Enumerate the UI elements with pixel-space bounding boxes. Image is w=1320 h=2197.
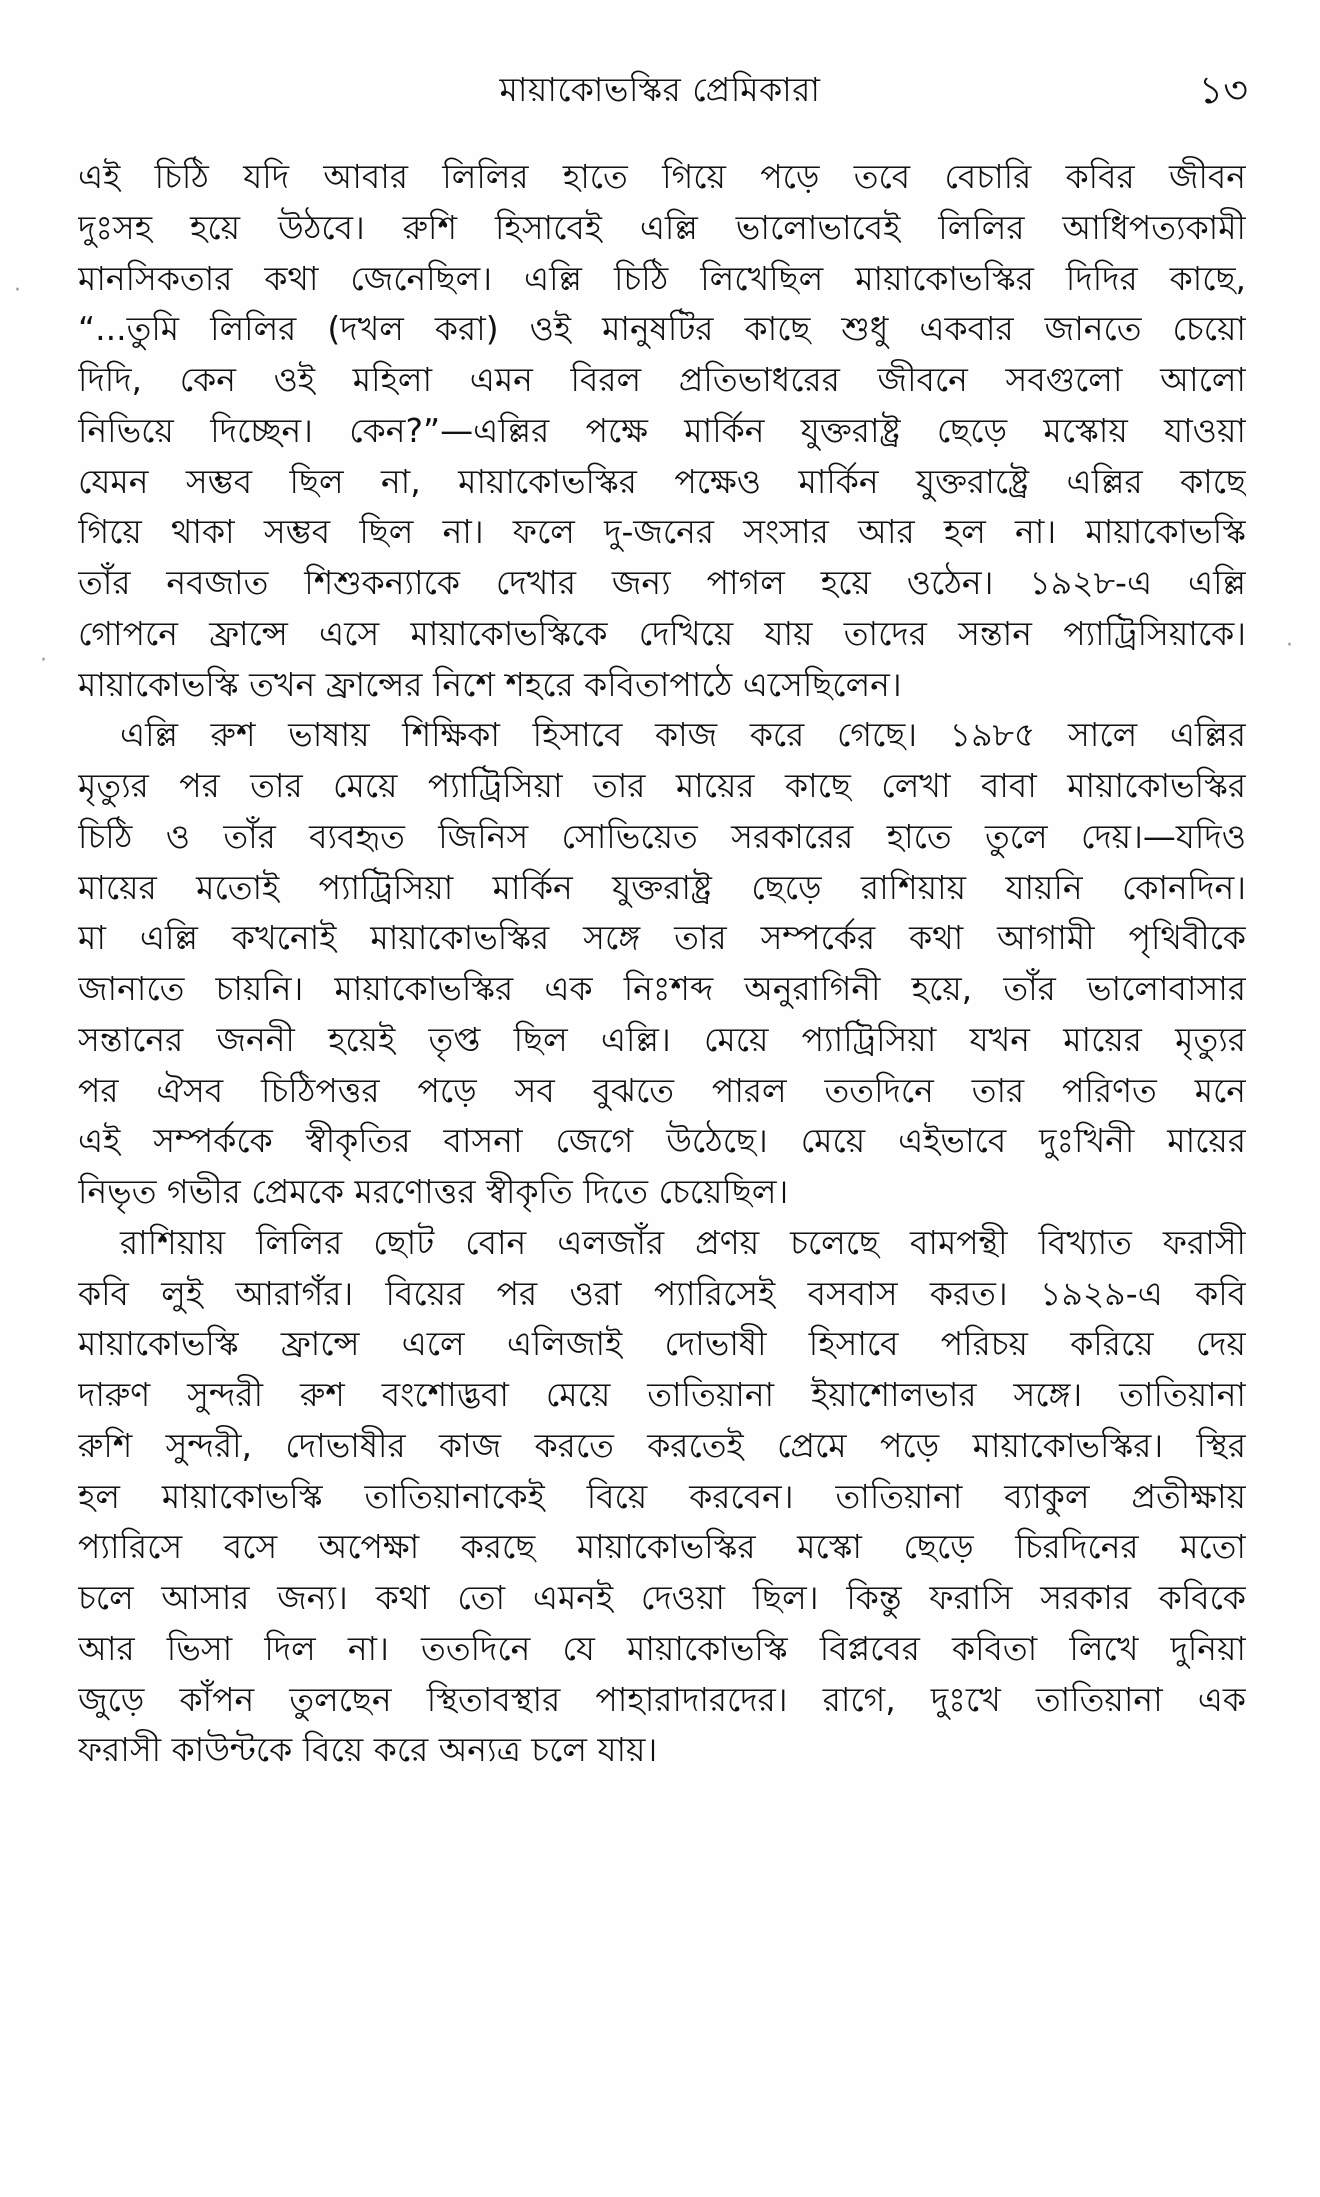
text-line: মায়াকোভস্কি তখন ফ্রান্সের নিশে শহরে কবিতাপাঠে এসেছিলেন। xyxy=(78,664,902,704)
text-line: “...তুমি লিলির (দখল করা) ওই মানুষটির কাছে শুধু একবার জানতে চেয়ো xyxy=(78,309,1246,349)
text-line: ফরাসী কাউন্টকে বিয়ে করে অন্যত্র চলে যায়। xyxy=(78,1730,658,1770)
text-line: গিয়ে থাকা সম্ভব ছিল না। ফলে দু-জনের সংসার আর হল না। মায়াকোভস্কি xyxy=(78,512,1246,552)
text-line: সন্তানের জননী হয়েই তৃপ্ত ছিল এল্লি। মেয়ে প্যাট্রিসিয়া যখন মায়ের মৃত্যুর xyxy=(78,1019,1246,1059)
paragraph xyxy=(78,1218,1246,1776)
paragraph xyxy=(78,710,1246,1218)
text-line: দিদি, কেন ওই মহিলা এমন বিরল প্রতিভাধরের জীবনে সবগুলো আলো xyxy=(78,360,1246,399)
text-line: মৃত্যুর পর তার মেয়ে প্যাট্রিসিয়া তার মায়ের কাছে লেখা বাবা মায়াকোভস্কির xyxy=(78,766,1246,805)
text-line: নিভিয়ে দিচ্ছেন। কেন?”—এল্লির পক্ষে মার্কিন যুক্তরাষ্ট্র ছেড়ে মস্কোয় যাওয়া xyxy=(78,410,1246,450)
text-line: রাশিয়ায় লিলির ছোট বোন এলজাঁর প্রণয় চলেছে বামপন্থী বিখ্যাত ফরাসী xyxy=(120,1222,1246,1262)
text-line: দারুণ সুন্দরী রুশ বংশোদ্ভবা মেয়ে তাতিয়ানা ইয়াশোলভার সঙ্গে। তাতিয়ানা xyxy=(78,1375,1246,1414)
text-line: রুশি সুন্দরী, দোভাষীর কাজ করতে করতেই প্রেমে পড়ে মায়াকোভস্কির। স্থির xyxy=(78,1425,1246,1465)
margin-speck: · xyxy=(1286,633,1293,658)
body-text xyxy=(78,152,1246,1776)
text-line: জানাতে চায়নি। মায়াকোভস্কির এক নিঃশব্দ অনুরাগিনী হয়ে, তাঁর ভালোবাসার xyxy=(78,969,1246,1008)
text-line: এই সম্পর্ককে স্বীকৃতির বাসনা জেগে উঠেছে। মেয়ে এইভাবে দুঃখিনী মায়ের xyxy=(78,1121,1246,1161)
margin-speck: · xyxy=(14,278,21,303)
text-line: নিভৃত গভীর প্রেমকে মরণোত্তর স্বীকৃতি দিতে চেয়েছিল। xyxy=(78,1172,789,1211)
text-line: প্যারিসে বসে অপেক্ষা করছে মায়াকোভস্কির মস্কো ছেড়ে চিরদিনের মতো xyxy=(78,1527,1246,1567)
text-line: হল মায়াকোভস্কি তাতিয়ানাকেই বিয়ে করবেন। তাতিয়ানা ব্যাকুল প্রতীক্ষায় xyxy=(78,1476,1246,1516)
text-line: যেমন সম্ভব ছিল না, মায়াকোভস্কির পক্ষেও মার্কিন যুক্তরাষ্ট্রে এল্লির কাছে xyxy=(78,461,1246,501)
text-line: এল্লি রুশ ভাষায় শিক্ষিকা হিসাবে কাজ করে গেছে। ১৯৮৫ সালে এল্লির xyxy=(120,715,1246,755)
text-line: পর ঐসব চিঠিপত্তর পড়ে সব বুঝতে পারল ততদিনে তার পরিণত মনে xyxy=(78,1070,1246,1110)
text-line: কবি লুই আরাগঁর। বিয়ের পর ওরা প্যারিসেই বসবাস করত। ১৯২৯-এ কবি xyxy=(78,1273,1246,1313)
text-line: এই চিঠি যদি আবার লিলির হাতে গিয়ে পড়ে তবে বেচারি কবির জীবন xyxy=(78,157,1246,196)
text-line: দুঃসহ হয়ে উঠবে। রুশি হিসাবেই এল্লি ভালোভাবেই লিলির আধিপত্যকামী xyxy=(78,207,1246,247)
text-line: মানসিকতার কথা জেনেছিল। এল্লি চিঠি লিখেছিল মায়াকোভস্কির দিদির কাছে, xyxy=(78,258,1246,298)
paragraph xyxy=(78,152,1246,710)
text-line: আর ভিসা দিল না। ততদিনে যে মায়াকোভস্কি বিপ্লবের কবিতা লিখে দুনিয়া xyxy=(78,1628,1246,1668)
page-number: ১৩ xyxy=(1198,68,1248,112)
running-head xyxy=(0,62,1320,122)
text-line: চিঠি ও তাঁর ব্যবহৃত জিনিস সোভিয়েত সরকারের হাতে তুলে দেয়।—যদিও xyxy=(78,816,1246,856)
text-line: জুড়ে কাঁপন তুলছেন স্থিতাবস্থার পাহারাদারদের। রাগে, দুঃখে তাতিয়ানা এক xyxy=(78,1679,1246,1719)
text-line: মা এল্লি কখনোই মায়াকোভস্কির সঙ্গে তার সম্পর্কের কথা আগামী পৃথিবীকে xyxy=(78,918,1246,958)
text-line: চলে আসার জন্য। কথা তো এমনই দেওয়া ছিল। কিন্তু ফরাসি সরকার কবিকে xyxy=(78,1578,1246,1617)
text-line: গোপনে ফ্রান্সে এসে মায়াকোভস্কিকে দেখিয়ে যায় তাদের সন্তান প্যাট্রিসিয়াকে। xyxy=(78,613,1246,653)
text-line: মায়াকোভস্কি ফ্রান্সে এলে এলিজাই দোভাষী হিসাবে পরিচয় করিয়ে দেয় xyxy=(78,1324,1246,1364)
text-line: তাঁর নবজাত শিশুকন্যাকে দেখার জন্য পাগল হয়ে ওঠেন। ১৯২৮-এ এল্লি xyxy=(78,563,1246,602)
text-line: মায়ের মতোই প্যাট্রিসিয়া মার্কিন যুক্তরাষ্ট্র ছেড়ে রাশিয়ায় যায়নি কোনদিন। xyxy=(78,867,1246,907)
running-title: মায়াকোভস্কির প্রেমিকারা xyxy=(499,70,821,109)
margin-speck: · xyxy=(40,648,47,673)
